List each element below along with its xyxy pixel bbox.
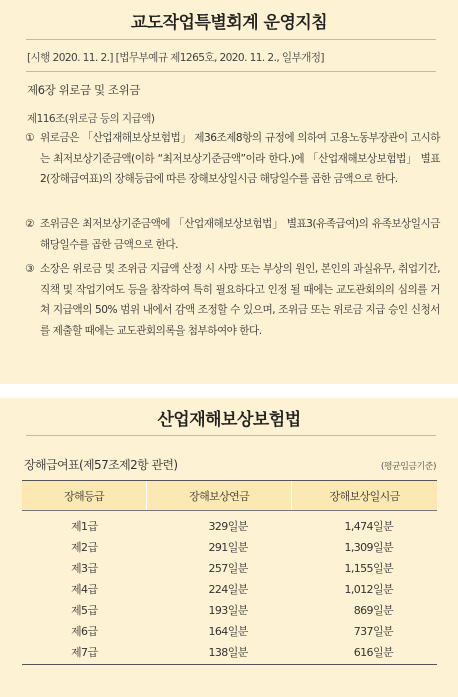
act-title: 산업재해보상보험법: [157, 410, 301, 430]
lump-sum-cell: 616일분: [292, 641, 437, 665]
table-row: [22, 641, 437, 665]
chapter-heading: 제6장 위로금 및 조위금: [27, 83, 141, 97]
pension-cell: 138일분: [147, 641, 292, 665]
grade-cell: 제3급: [71, 561, 98, 575]
paragraph-text: 조위금은 최저보상기준금액에 「산업재해보상보험법」 별표3(유족급여)의 유족보상일시금 해당일수를 곱한 금액으로 한다.: [40, 218, 440, 251]
table-row: [22, 536, 437, 557]
table-row: [22, 578, 437, 599]
meta-divider: [26, 71, 436, 72]
column-header-pension: 장해보상연금: [147, 481, 292, 511]
pension-cell: 224일분: [208, 582, 248, 596]
paragraph-number: ②: [25, 218, 34, 230]
grade-cell: 제4급: [71, 582, 98, 596]
table-row: [22, 511, 437, 537]
paragraph-1: [25, 128, 440, 190]
guideline-title: 교도작업특별회계 운영지침: [130, 13, 328, 33]
pension-cell: 193일분: [208, 603, 248, 617]
act-title-divider: [26, 435, 436, 436]
column-header-grade: 장해등급: [22, 481, 147, 511]
paragraph-3: [25, 259, 440, 341]
paragraph-2: [25, 214, 440, 255]
grade-cell: 제5급: [71, 603, 98, 617]
grade-cell: 제6급: [71, 624, 98, 638]
grade-cell: 제7급: [22, 641, 147, 665]
lump-sum-cell: 869일분: [353, 603, 393, 617]
paragraph-text: 소장은 위로금 및 조위금 지급액 산정 시 사망 또는 부상의 원인, 본인의 과실유무, 취업기간, 직책 및 작업기여도 등을 참작하여 특히 필요하다고 인정 될 때에는 교도관회의의 심의를 거쳐 지급액의 50% 범위 내에서 감액 조정할 수 있으며, 조위금 또는 위로금 지급 승인 신청서를 제출할 때에는 교도관회의록을 첨부하여야 한다.: [40, 263, 440, 337]
title-divider: [26, 39, 436, 40]
disability-benefit-table: [22, 480, 437, 665]
section-gap: [0, 384, 458, 398]
paragraph-number: ③: [25, 263, 34, 275]
article-heading: 제116조(위로금 등의 지급액): [27, 113, 155, 125]
table-unit-note: (평균임금기준): [380, 462, 436, 472]
lump-sum-cell: 1,155일분: [344, 561, 393, 575]
pension-cell: 257일분: [208, 561, 248, 575]
act-panel: [0, 398, 458, 697]
lump-sum-cell: 1,309일분: [344, 540, 393, 554]
pension-cell: 329일분: [208, 519, 248, 533]
grade-cell: 제2급: [71, 540, 98, 554]
lump-sum-cell: 737일분: [353, 624, 393, 638]
table-row: [22, 599, 437, 620]
lump-sum-cell: 1,474일분: [344, 519, 393, 533]
pension-cell: 164일분: [208, 624, 248, 638]
table-header-row: [22, 481, 437, 511]
pension-cell: 291일분: [208, 540, 248, 554]
paragraph-text: 위로금은 「산업재해보상보험법」 제36조제8항의 규정에 의하여 고용노동부장관이 고시하는 최저보상기준금액(이하 “최저보상기준금액”이라 한다.)에 「산업재해보상보험법」 별표2(장해급여표)의 장해등급에 따른 장해보상일시금 해당일수를 곱한 금액으로 한다.: [40, 132, 440, 185]
enforcement-info: [시행 2020. 11. 2.] [법무부예규 제1265호, 2020. 11. 2., 일부개정]: [27, 52, 324, 64]
column-header-lump-sum: 장해보상일시금: [292, 481, 437, 511]
table-row: [22, 557, 437, 578]
lump-sum-cell: 1,012일분: [344, 582, 393, 596]
table-caption: 장해급여표(제57조제2항 관련): [24, 458, 178, 472]
table-row: [22, 620, 437, 641]
grade-cell: 제1급: [71, 519, 98, 533]
paragraph-number: ①: [25, 132, 34, 144]
